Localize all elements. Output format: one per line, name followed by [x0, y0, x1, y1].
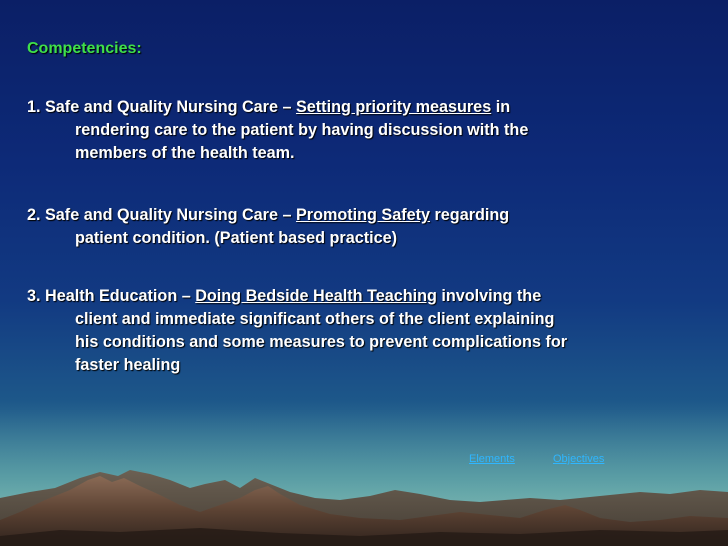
item-first-line: 1. Safe and Quality Nursing Care – Setting priority measures in: [27, 98, 511, 116]
item-first-line: 2. Safe and Quality Nursing Care – Promoting Safety regarding: [27, 206, 510, 224]
competency-item-3: [27, 285, 707, 377]
item-first-line: 3. Health Education – Doing Bedside Health Teaching involving the: [27, 287, 542, 305]
promoting-safety-link[interactable]: Promoting Safety: [295, 206, 430, 224]
item-line: patient condition. (Patient based practice): [75, 229, 397, 247]
elements-link[interactable]: Elements: [469, 453, 515, 465]
section-heading: Competencies:: [27, 40, 142, 57]
item-line: his conditions and some measures to prevent complications for: [75, 333, 568, 351]
setting-priority-measures-link[interactable]: Setting priority measures: [295, 98, 492, 116]
item-line: members of the health team.: [75, 144, 295, 162]
item-line: client and immediate significant others of the client explaining: [75, 310, 555, 328]
competency-item-2: [27, 204, 707, 250]
doing-bedside-health-teaching-link[interactable]: Doing Bedside Health Teaching: [195, 287, 437, 305]
objectives-link[interactable]: Objectives: [553, 453, 605, 465]
competency-item-1: [27, 96, 707, 165]
item-line: rendering care to the patient by having discussion with the: [75, 121, 529, 139]
item-line: faster healing: [75, 356, 181, 374]
